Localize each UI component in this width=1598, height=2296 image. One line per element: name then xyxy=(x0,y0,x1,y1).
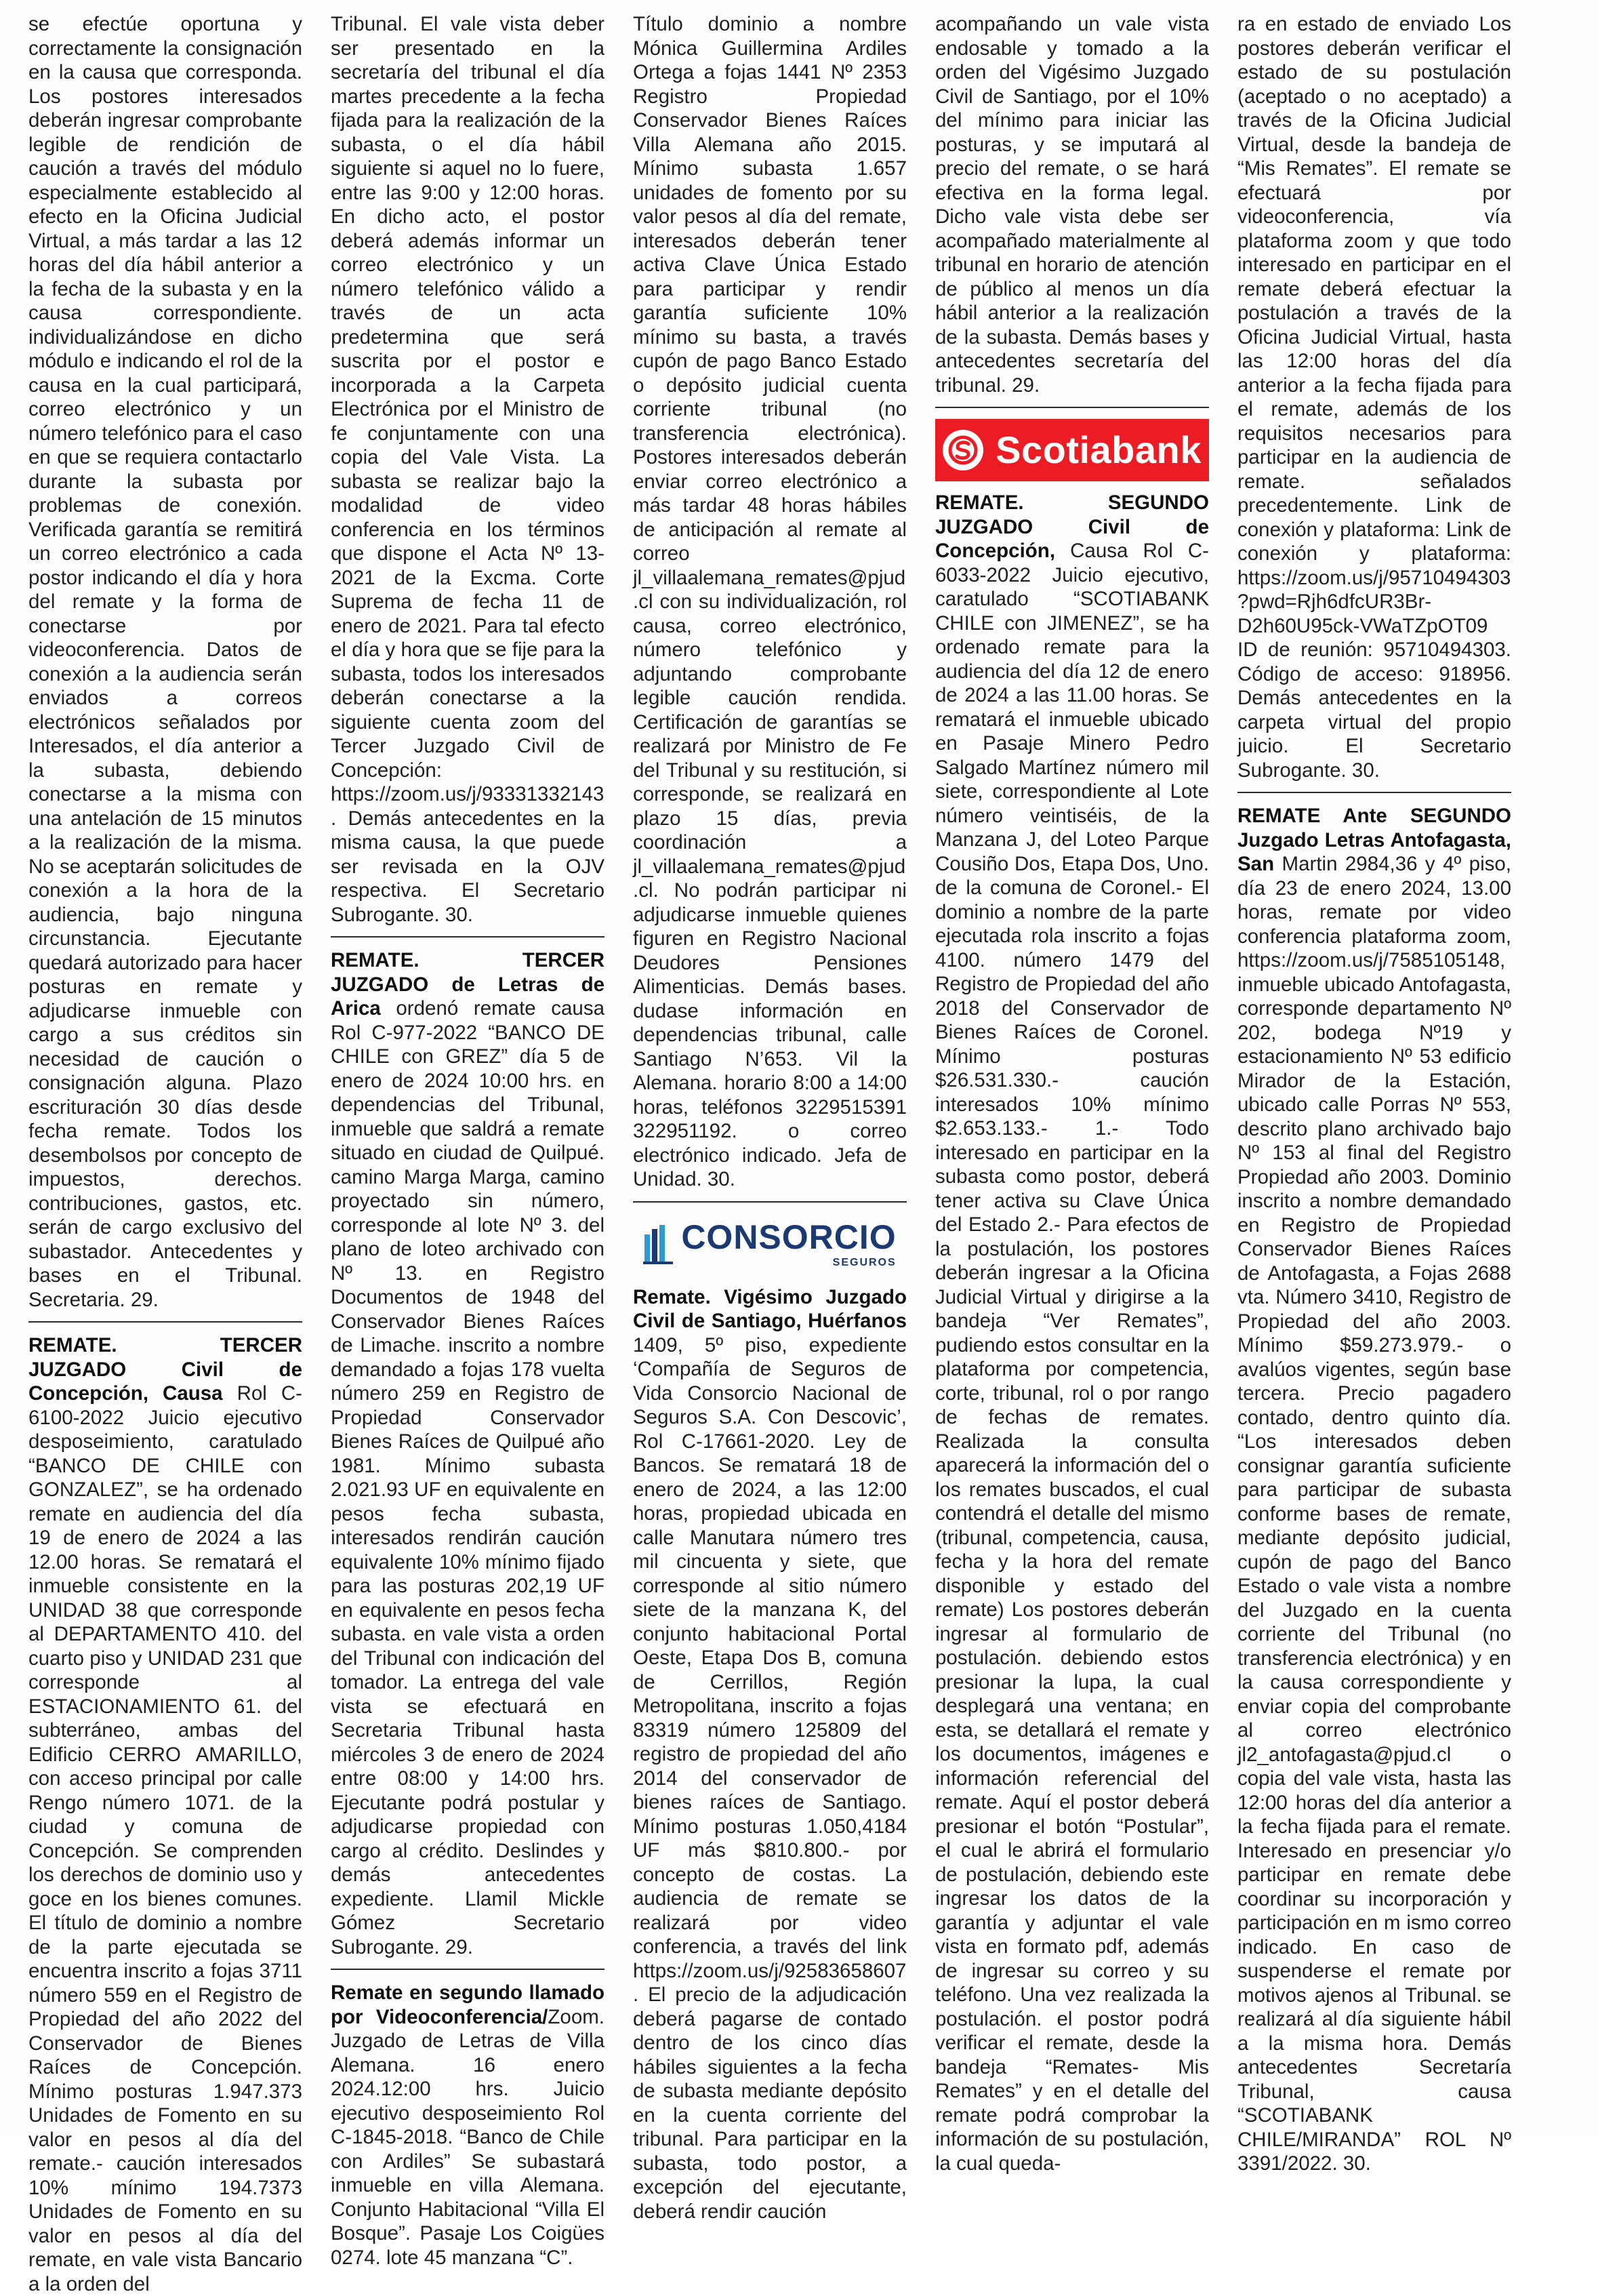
notice-body: Título dominio a nombre Mónica Guillermina Ardiles Ortega a fojas 1441 Nº 2353 Registro Propiedad Conservador Bienes Raíces Villa Alemana año 2015. Mínimo subasta 1.657 unidades de fomento por su valor pesos al día del remate, interesados deberán tener activa Clave Única Estado para participar y rendir garantía suficiente 10% mínimo su basta, a través cupón de pago Banco Estado o depósito judicial cuenta corriente tribunal (no transferencia electrónica). Postores interesados deberán enviar correo electrónico a más tardar 48 horas hábiles de anticipación al remate al correo jl_villaalemana_remates@pjud.cl con su individualización, rol causa, correo electrónico, número telefónico y adjuntando comprobante legible caución rendida. Certificación de garantías se realizará por Ministro de Fe del Tribunal y su restitución, si corresponde, se realizará en plazo 15 días, previa coordinación a jl_villaalemana_remates@pjud.cl. No podrán participar ni adjudicarse inmueble quienes figuren en Registro Nacional Deudores Pensiones Alimenticias. Demás bases. dudase información en dependencias tribunal, calle Santiago N’653. Vil la Alemana. horario 8:00 a 14:00 horas, teléfonos 3229515391 322951192. o correo electrónico indicado. Jefa de Unidad. 30. xyxy=(633,13,907,1190)
auction-notice-tercer-juzgado-concepcion xyxy=(28,1333,302,2296)
scotiabank-s-icon xyxy=(943,430,983,470)
column-2 xyxy=(331,12,605,2270)
column-5 xyxy=(1237,12,1511,2176)
notice-body: Causa Rol C-6033-2022 Juicio ejecutivo, caratulado “SCOTIABANK CHILE con JIMENEZ”, se ha ordenado remate para la audiencia del día 12 de enero de 2024 a las 11.00 horas. Se rematará el inmueble ubicado en Pasaje Minero Pedro Salgado Martínez número mil siete, correspondiente al Lote número veintiséis, de la Manzana J, del Loteo Parque Cousiño Dos, Etapa Dos, Uno. de la comuna de Coronel.- El dominio a nombre de la parte ejecutada rola inscrito a fojas 4100. número 1479 del Registro de Propiedad del año 2018 del Conservador de Bienes Raíces de Coronel. Mínimo posturas $26.531.330.- caución interesados 10% mínimo $2.653.133.- 1.- Todo interesado en participar en la subasta como postor, deberá tener activa su Clave Única del Estado 2.- Para efectos de la postulación, los postores deberán ingresar a la Oficina Judicial Virtual y dirigirse a la bandeja “Ver Remates”, pudiendo estos consultar en la plataforma por competencia, corte, tribunal, rol o por rango de fechas de remates. Realizada la consulta aparecerá la información del o los remates buscados, el cual contendrá el detalle del mismo (tribunal, competencia, causa, fecha y la hora del remate disponible y estado del remate) Los postores deberán ingresar al formulario de postulación. debiendo estos presionar la lupa, la cual desplegará una ventana; en esta, se detallará el remate y los documentos, imágenes e información referencial del remate. Aquí el postor deberá presionar el botón “Postular”, el cual le abrirá el formulario de postulación, debiendo este ingresar los datos de la garantía y adjuntar el vale vista en formato pdf, además de ingresar su correo y su teléfono. Una vez realizada la postulación. el postor podrá verificar el remate, desde la bandeja “Remates- Mis Remates” y en el detalle del remate podrá comprobar la información de su postulación, la cual queda- xyxy=(935,540,1209,2175)
notice-body: acompañando un vale vista endosable y tomado a la orden del Vigésimo Juzgado Civil de Santiago, por el 10% del mínimo para iniciar las posturas, y se imputará al precio del remate, o se hará efectiva en la forma legal. Dicho vale vista debe ser acompañado materialmente al tribunal en horario de atención de público al menos un día hábil anterior a la realización de la subasta. Demás bases y antecedentes secretaría del tribunal. 29. xyxy=(935,13,1209,397)
notice-text xyxy=(331,948,605,1959)
auction-notice-continuation-5 xyxy=(1237,12,1511,782)
notice-divider xyxy=(935,407,1209,408)
notice-heading: REMATE. SEGUNDO JUZGADO Civil de Concepción, xyxy=(935,491,1209,562)
consorcio-logo xyxy=(633,1213,907,1276)
notice-heading: Remate. Vigésimo Juzgado Civil de Santiago, Huérfanos xyxy=(633,1285,907,1332)
notice-divider xyxy=(633,1201,907,1203)
notice-body: Martin 2984,36 y 4º piso, día 23 de enero 2024, 13.00 horas, remate por video conferencia plataforma zoom, https://zoom.us/j/7585105148, inmueble ubicado Antofagasta, corresponde departamento Nº 202, bodega Nº19 y estacionamiento Nº 53 edificio Mirador de la Estación, ubicado calle Porras Nº 553, descrito plano archivado bajo Nº 153 al final del Registro Propiedad año 2003. Dominio inscrito a nombre demandado en Registro de Propiedad Conservador Bienes Raíces de Antofagasta, a Fojas 2688 vta. Número 3410, Registro de Propiedad del año 2003. Mínimo $59.273.979.- o avalúos vigentes, según base tercera. Precio pagadero contado, dentro quinto día. “Los interesados deben consignar garantía suficiente para participar de subasta conforme bases de remate, mediante depósito judicial, cupón de pago del Banco Estado o vale vista a nombre del Juzgado en la cuenta corriente del Tribunal (no transferencia electrónica) y en la causa correspondiente y enviar copia del comprobante al correo electrónico jl2_antofagasta@pjud.cl o copia del vale vista, hasta las 12:00 horas del día anterior a la fecha fijada para el remate. Interesado en presenciar y/o participar en remate debe coordinar su incorporación y participación en m ismo correo indicado. En caso de suspenderse el remate por motivos ajenos al Tribunal. se realizará al día siguiente hábil a la misma hora. Demás antecedentes Secretaría Tribunal, causa “SCOTIABANK CHILE/MIRANDA” ROL Nº 3391/2022. 30. xyxy=(1237,853,1511,2175)
scotiabank-logo xyxy=(935,419,1209,481)
notice-divider xyxy=(1237,792,1511,793)
notice-heading: REMATE. TERCER JUZGADO Civil de Concepción, Causa xyxy=(28,1334,302,1405)
column-1 xyxy=(28,12,302,2296)
consorcio-name: CONSORCIO xyxy=(681,1217,897,1256)
auction-notice-continuation-3 xyxy=(633,12,907,1192)
notice-text xyxy=(1237,804,1511,2176)
consorcio-wordmark xyxy=(681,1217,897,1269)
consorcio-bars-icon xyxy=(643,1224,674,1266)
notice-text xyxy=(633,1285,907,2224)
column-4 xyxy=(935,12,1209,2175)
auction-notice-villa-alemana xyxy=(331,1981,605,2270)
notice-divider xyxy=(331,1969,605,1970)
notice-body: Tribunal. El vale vista deber ser presentado en la secretaría del tribunal el día martes precedente a la fecha fijada para la realización de la subasta, o el día hábil siguiente si aquel no lo fuere, entre las 9:00 y 12:00 horas. En dicho acto, el postor deberá además informar un correo electrónico y un número telefónico válido a través de un acta predetermina que será suscrita por el postor e incorporada a la Carpeta Electrónica por el Ministro de fe conjuntamente con una copia del Vale Vista. La subasta se realizar bajo la modalidad de video conferencia en los términos que dispone el Acta Nº 13-2021 de la Excma. Corte Suprema de fecha 11 de enero de 2021. Para tal efecto el día y hora que se fije para la subasta, todos los interesados deberán conectarse a la siguiente cuenta zoom del Tercer Juzgado Civil de Concepción: https://zoom.us/j/93331332143. Demás antecedentes en la misma causa, la que puede ser revisada en la OJV respectiva. El Secretario Subrogante. 30. xyxy=(331,13,605,926)
auction-notice-tercer-juzgado-arica xyxy=(331,948,605,1959)
notice-body: ordenó remate causa Rol C-977-2022 “BANCO DE CHILE con GREZ” día 5 de enero de 2024 10:00 hrs. en dependencias del Tribunal, inmueble que saldrá a remate situado en ciudad de Quilpué. camino Marga Marga, camino proyectado sin número, corresponde al lote Nº 3. del plano de loteo archivado con Nº 13. en Registro Documentos de 1948 del Conservador Bienes Raíces de Limache. inscrito a nombre demandado a fojas 178 vuelta número 259 en Registro de Propiedad Conservador Bienes Raíces de Quilpué año 1981. Mínimo subasta 2.021.93 UF en equivalente en pesos fecha subasta, interesados rendirán caución equivalente 10% mínimo fijado para las posturas 202,19 UF en equivalente en pesos fecha subasta. en vale vista a orden del Tribunal con indicación del tomador. La entrega del vale vista se efectuará en Secretaria Tribunal hasta miércoles 3 de enero de 2024 entre 08:00 y 14:00 hrs. Ejecutante podrá postular y adjudicarse propiedad con cargo al crédito. Deslindes y demás antecedentes expediente. Llamil Mickle Gómez Secretario Subrogante. 29. xyxy=(331,997,605,1958)
consorcio-logo-mark xyxy=(633,1213,907,1276)
notice-text xyxy=(331,1981,605,2270)
scotiabank-logo-banner xyxy=(935,419,1209,481)
auction-notice-continuation-4 xyxy=(935,12,1209,397)
notice-text xyxy=(28,1333,302,2296)
auction-notice-segundo-juzgado-concepcion xyxy=(935,491,1209,2175)
column-3 xyxy=(633,12,907,2223)
notice-divider xyxy=(28,1321,302,1323)
notice-body: 1409, 5º piso, expediente ‘Compañía de Seguros de Vida Consorcio Nacional de Seguros S.A. Con Descovic’, Rol C-17661-2020. Ley de Bancos. Se rematará 18 de enero de 2024, a las 12:00 horas, propiedad ubicada en calle Manutara número tres mil cincuenta y siete, que corresponde al sitio número siete de la manzana K, del conjunto habitacional Portal Oeste, Etapa Dos B, comuna de Cerrillos, Región Metropolitana, inscrito a fojas 83319 número 125809 del registro de propiedad del año 2014 del conservador de bienes raíces de Santiago. Mínimo posturas 1.050,4184 UF más $810.800.- por concepto de costas. La audiencia de remate se realizará por video conferencia, a través del link https://zoom.us/j/92583658607. El precio de la adjudicación deberá pagarse de contado dentro de los cinco días hábiles siguientes a la fecha de subasta mediante depósito en la cuenta corriente del tribunal. Para participar en la subasta, todo postor, a excepción del ejecutante, deberá rendir caución xyxy=(633,1333,907,2223)
auction-notice-segundo-juzgado-antofagasta xyxy=(1237,804,1511,2176)
notice-body: ra en estado de enviado Los postores deberán verificar el estado de su postulación (aceptado o no aceptado) a través de la Oficina Judicial Virtual, desde la bandeja de “Mis Remates”. El remate se efectuará por videoconferencia, vía plataforma zoom y que todo interesado en participar en el remate deberá efectuar la postulación a través de la Oficina Judicial Virtual, hasta las 12:00 horas del día anterior a la fecha fijada para el remate, además de los requisitos necesarios para participar en la audiencia de remate. señalados precedentemente. Link de conexión y plataforma: Link de conexión y plataforma: https://zoom.us/j/95710494303?pwd=Rjh6dfcUR3Br-D2h60U95ck-VWaTZpOT09 ID de reunión: 95710494303. Código de acceso: 918956. Demás antecedentes en la carpeta virtual del propio juicio. El Secretario Subrogante. 30. xyxy=(1237,13,1511,782)
notice-heading: Remate en segundo llamado por Videoconferencia/ xyxy=(331,1981,605,2028)
auction-notice-continuation-1 xyxy=(28,12,302,1312)
consorcio-sub: SEGUROS xyxy=(832,1256,897,1268)
scotiabank-name: Scotiabank xyxy=(996,428,1202,471)
notice-divider xyxy=(331,936,605,938)
notice-heading: REMATE Ante SEGUNDO Juzgado Letras Antofagasta, San xyxy=(1237,805,1511,875)
notice-text xyxy=(935,491,1209,2175)
auction-notice-vigesimo-juzgado-santiago xyxy=(633,1285,907,2224)
auction-notice-continuation-2 xyxy=(331,12,605,927)
notice-body: se efectúe oportuna y correctamente la consignación en la causa que corresponda. Los postores interesados deberán ingresar comprobante legible de rendición de caución a través del módulo especialmente establecido al efecto en la Oficina Judicial Virtual, a más tardar a las 12 horas del día hábil anterior a la fecha de la subasta y en la causa correspondiente. individualizándose en dicho módulo e indicando el rol de la causa en la cual participará, correo electrónico y un número telefónico para el caso en que se requiera contactarlo durante la subasta por problemas de conexión. Verificada garantía se remitirá un correo electrónico a cada postor indicando el día y hora del remate y la forma de conectarse por videoconferencia. Datos de conexión a la audiencia serán enviados a correos electrónicos señalados por Interesados, el día anterior a la subasta, debiendo conectarse a la misma con una antelación de 15 minutos a la realización de la misma. No se aceptarán solicitudes de conexión a la hora de la audiencia, bajo ninguna circunstancia. Ejecutante quedará autorizado para hacer posturas en remate y adjudicarse inmueble con cargo a sus créditos sin necesidad de caución o consignación alguna. Plazo escrituración 30 días desde fecha remate. Todos los desembolsos por concepto de impuestos, derechos. contribuciones, gastos, etc. serán de cargo exclusivo del subastador. Antecedentes y bases en el Tribunal. Secretaria. 29. xyxy=(28,13,302,1311)
notice-body: Rol C-6100-2022 Juicio ejecutivo desposeimiento, caratulado “BANCO DE CHILE con GONZALEZ”, se ha ordenado remate en audiencia del día 19 de enero de 2024 a las 12.00 horas. Se rematará el inmueble consistente en la UNIDAD 38 que corresponde al DEPARTAMENTO 410. del cuarto piso y UNIDAD 231 que corresponde al ESTACIONAMIENTO 61. del subterráneo, ambas del Edificio CERRO AMARILLO, con acceso principal por calle Rengo número 1071. de la ciudad y comuna de Concepción. Se comprenden los derechos de dominio uso y goce en los bienes comunes. El título de dominio a nombre de la parte ejecutada se encuentra inscrito a fojas 3711 número 559 en el Registro de Propiedad del año 2022 del Conservador de Bienes Raíces de Concepción. Mínimo posturas 1.947.373 Unidades de Fomento en su valor en pesos al día del remate.- caución interesados 10% mínimo 194.7373 Unidades de Fomento en su valor en pesos al día del remate, en vale vista Bancario a la orden del xyxy=(28,1382,302,2295)
notice-body: Zoom. Juzgado de Letras de Villa Alemana. 16 enero 2024.12:00 hrs. Juicio ejecutivo desposeimiento Rol C-1845-2018. “Banco de Chile con Ardiles” Se subastará inmueble en villa Alemana. Conjunto Habitacional “Villa El Bosque”. Pasaje Los Coigües 0274. lote 45 manzana “C”. xyxy=(331,2005,605,2269)
notice-heading: REMATE. TERCER JUZGADO de Letras de Arica xyxy=(331,949,605,1020)
